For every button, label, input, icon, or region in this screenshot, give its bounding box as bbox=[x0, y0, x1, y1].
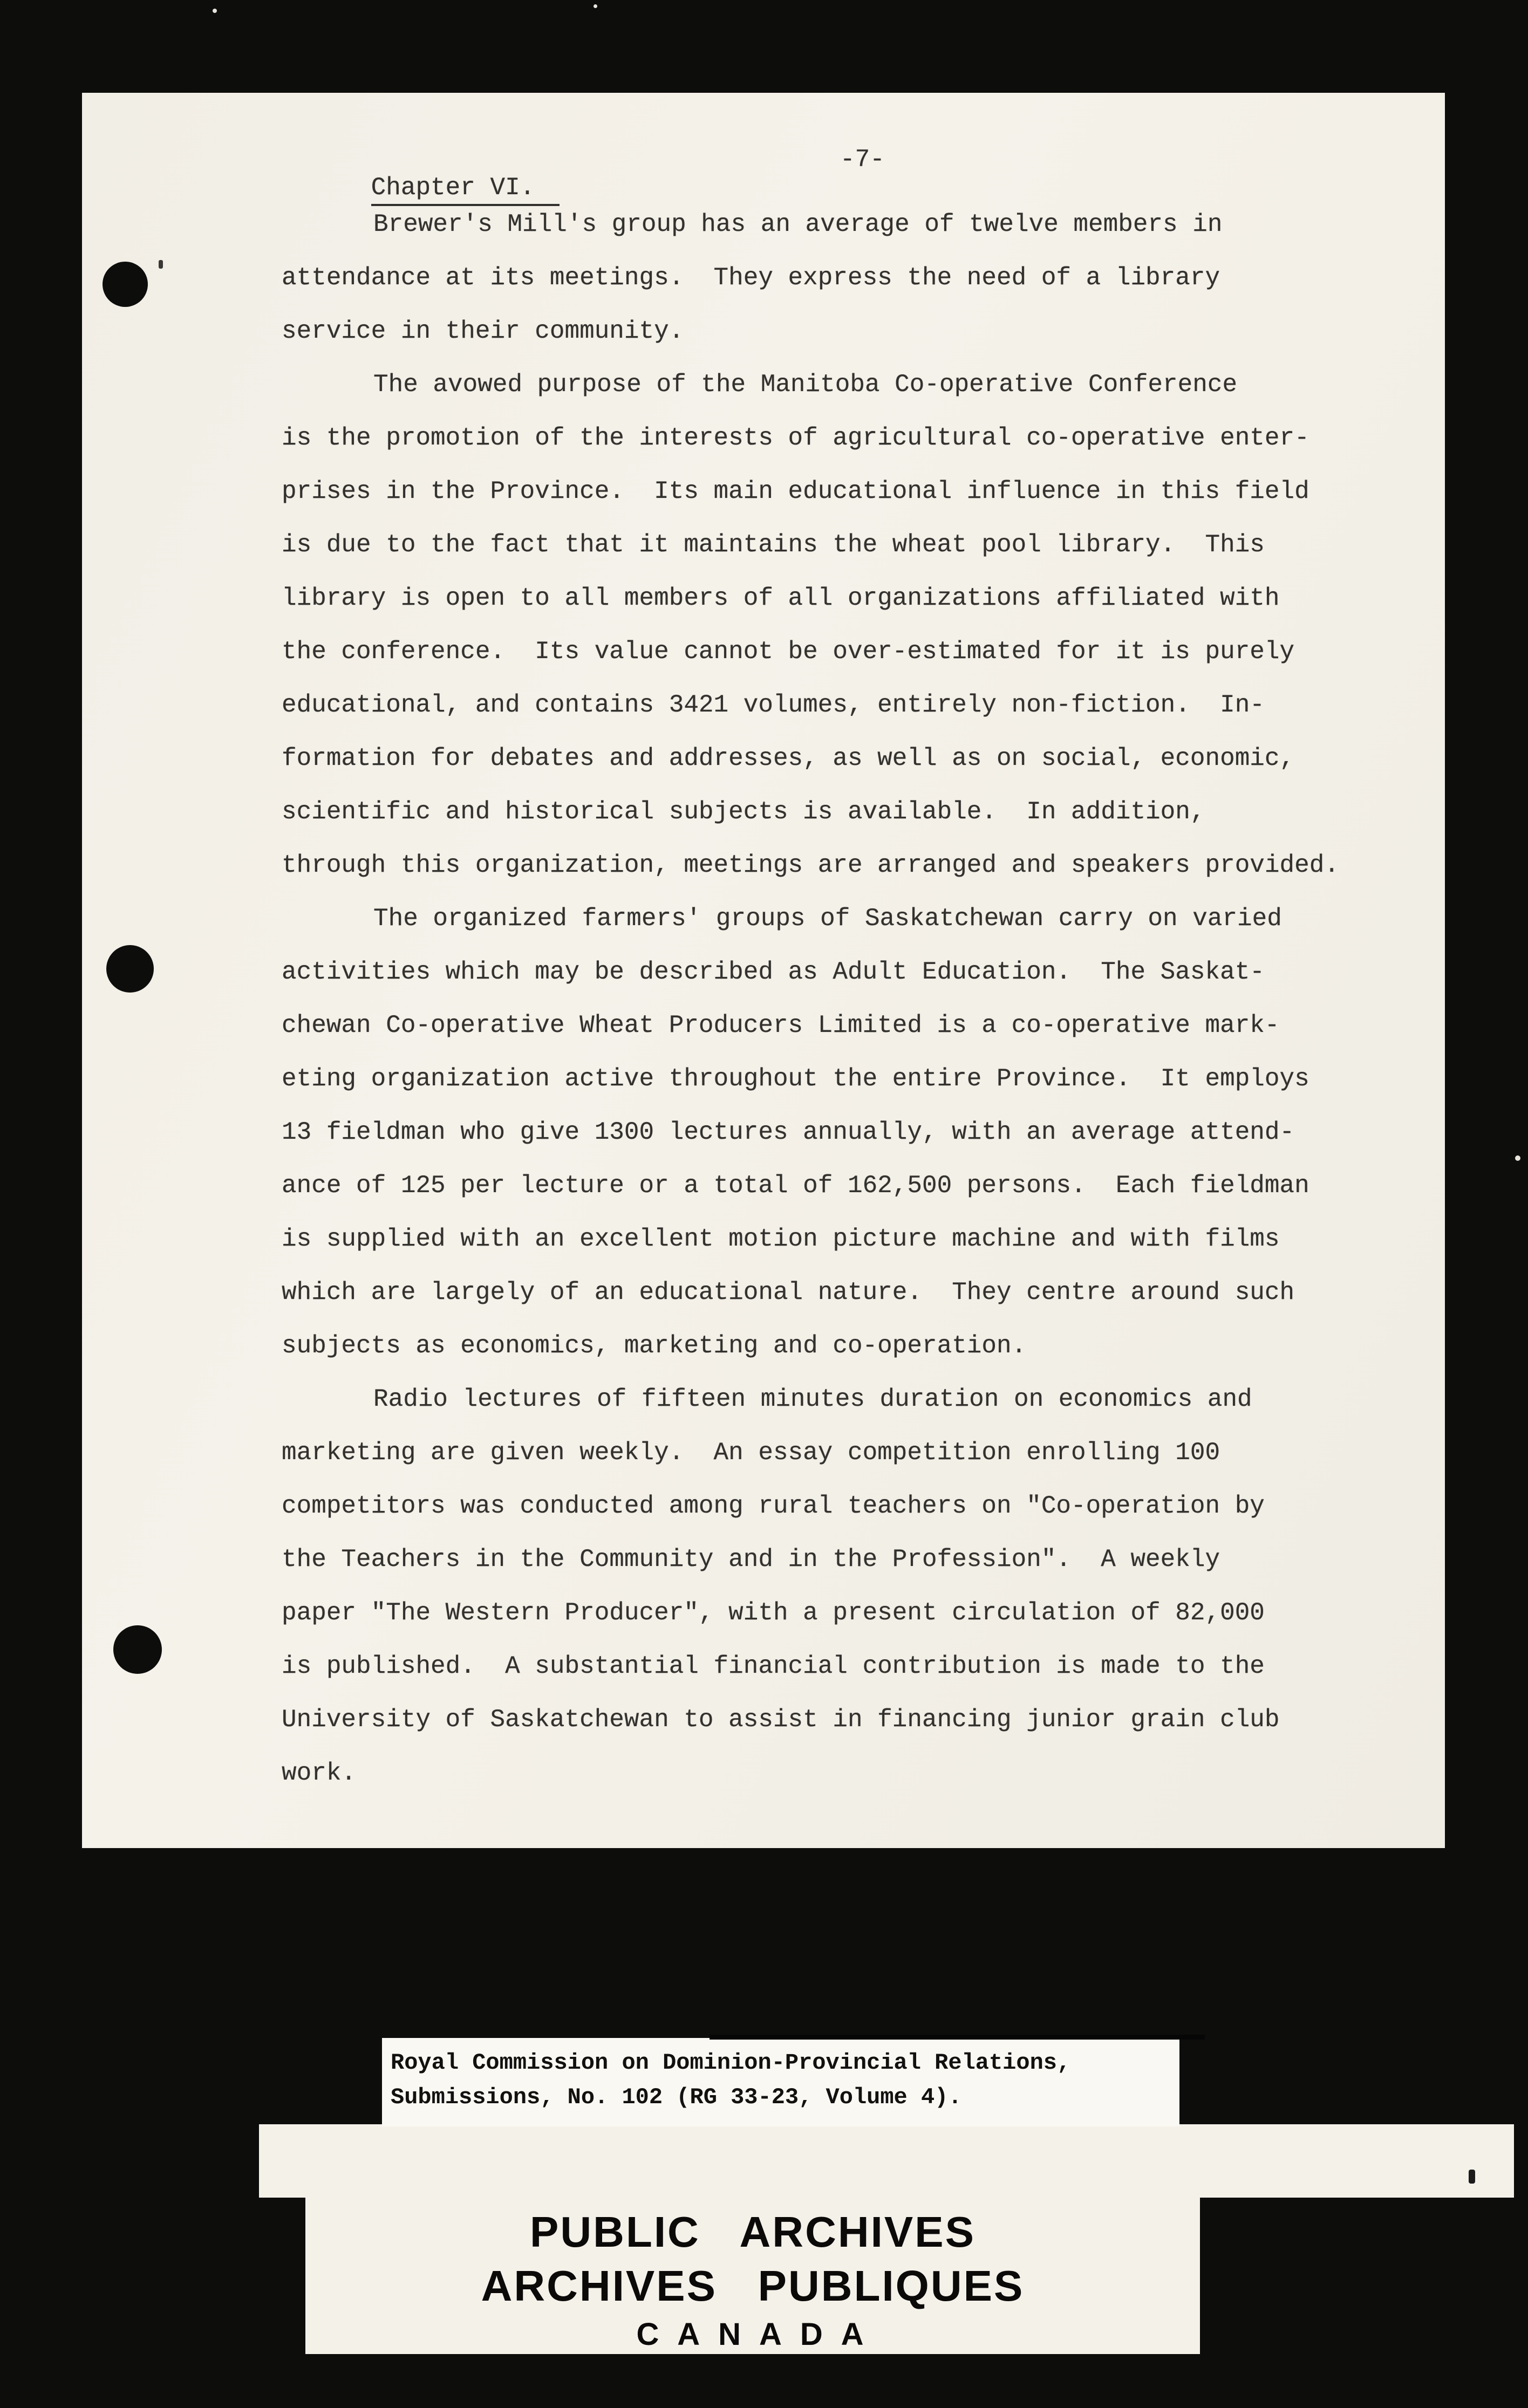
text-line: library is open to all members of all organizations affiliated with bbox=[282, 584, 1280, 612]
reference-stamp bbox=[382, 2038, 1179, 2126]
text-line: work. bbox=[282, 1759, 357, 1787]
text-line: is due to the fact that it maintains the wheat pool library. This bbox=[282, 531, 1265, 559]
archives-stamp-title-fr: ARCHIVES PUBLIQUES bbox=[481, 2262, 1025, 2310]
page-number: -7- bbox=[840, 146, 885, 174]
ink-speck bbox=[159, 260, 163, 269]
text-line: competitors was conducted among rural teachers on "Co-operation by bbox=[282, 1492, 1265, 1520]
punch-hole bbox=[113, 1625, 162, 1674]
film-speck bbox=[213, 9, 217, 13]
reference-stamp-line: Submissions, No. 102 (RG 33-23, Volume 4). bbox=[391, 2084, 962, 2110]
page-header bbox=[282, 146, 1380, 202]
text-line: University of Saskatchewan to assist in financing junior grain club bbox=[282, 1706, 1280, 1734]
film-speck bbox=[1515, 1155, 1520, 1161]
document-page bbox=[82, 93, 1445, 1848]
text-line: through this organization, meetings are arranged and speakers provided. bbox=[282, 851, 1339, 879]
archives-stamp-country: C A N A D A bbox=[636, 2317, 869, 2352]
text-line: The avowed purpose of the Manitoba Co-operative Conference bbox=[373, 371, 1238, 399]
text-line: the conference. Its value cannot be over-estimated for it is purely bbox=[282, 638, 1295, 666]
text-line: Radio lectures of fifteen minutes duration on economics and bbox=[373, 1385, 1252, 1413]
archives-stamp bbox=[305, 2197, 1200, 2354]
text-line: the Teachers in the Community and in the Profession". A weekly bbox=[282, 1545, 1220, 1574]
film-scratch-line bbox=[710, 2035, 1205, 2040]
text-line: activities which may be described as Adult Education. The Saskat- bbox=[282, 958, 1265, 986]
document-body bbox=[282, 198, 1412, 1800]
punch-hole bbox=[106, 945, 154, 993]
text-line: marketing are given weekly. An essay competition enrolling 100 bbox=[282, 1439, 1220, 1467]
film-speck bbox=[594, 4, 597, 8]
text-line: ance of 125 per lecture or a total of 162,500 persons. Each fieldman bbox=[282, 1172, 1309, 1200]
text-line: Brewer's Mill's group has an average of twelve members in bbox=[373, 210, 1223, 238]
text-line: scientific and historical subjects is available. In addition, bbox=[282, 798, 1205, 826]
text-line: formation for debates and addresses, as well as on social, economic, bbox=[282, 744, 1295, 772]
text-line: paper "The Western Producer", with a present circulation of 82,000 bbox=[282, 1599, 1265, 1627]
text-line: educational, and contains 3421 volumes, entirely non-fiction. In- bbox=[282, 691, 1265, 719]
text-line: The organized farmers' groups of Saskatchewan carry on varied bbox=[373, 905, 1282, 933]
text-line: 13 fieldman who give 1300 lectures annually, with an average attend- bbox=[282, 1118, 1295, 1146]
chapter-heading: Chapter VI. bbox=[371, 174, 560, 206]
text-line: prises in the Province. Its main educational influence in this field bbox=[282, 477, 1309, 505]
text-line: service in their community. bbox=[282, 317, 684, 345]
text-line: chewan Co-operative Wheat Producers Limited is a co-operative mark- bbox=[282, 1011, 1280, 1039]
archives-stamp-strip bbox=[259, 2124, 1514, 2198]
text-line: which are largely of an educational nature. They centre around such bbox=[282, 1278, 1295, 1306]
text-line: attendance at its meetings. They express the need of a library bbox=[282, 264, 1220, 292]
text-line: eting organization active throughout the entire Province. It employs bbox=[282, 1065, 1309, 1093]
text-line: subjects as economics, marketing and co-operation. bbox=[282, 1332, 1027, 1360]
reference-stamp-line: Royal Commission on Dominion-Provincial Relations, bbox=[391, 2050, 1071, 2076]
text-line: is the promotion of the interests of agricultural co-operative enter- bbox=[282, 424, 1309, 452]
punch-hole bbox=[103, 262, 148, 307]
text-line: is supplied with an excellent motion picture machine and with films bbox=[282, 1225, 1280, 1253]
text-line: is published. A substantial financial contribution is made to the bbox=[282, 1652, 1265, 1680]
archives-stamp-title-en: PUBLIC ARCHIVES bbox=[530, 2208, 976, 2256]
ink-speck bbox=[1469, 2170, 1475, 2184]
